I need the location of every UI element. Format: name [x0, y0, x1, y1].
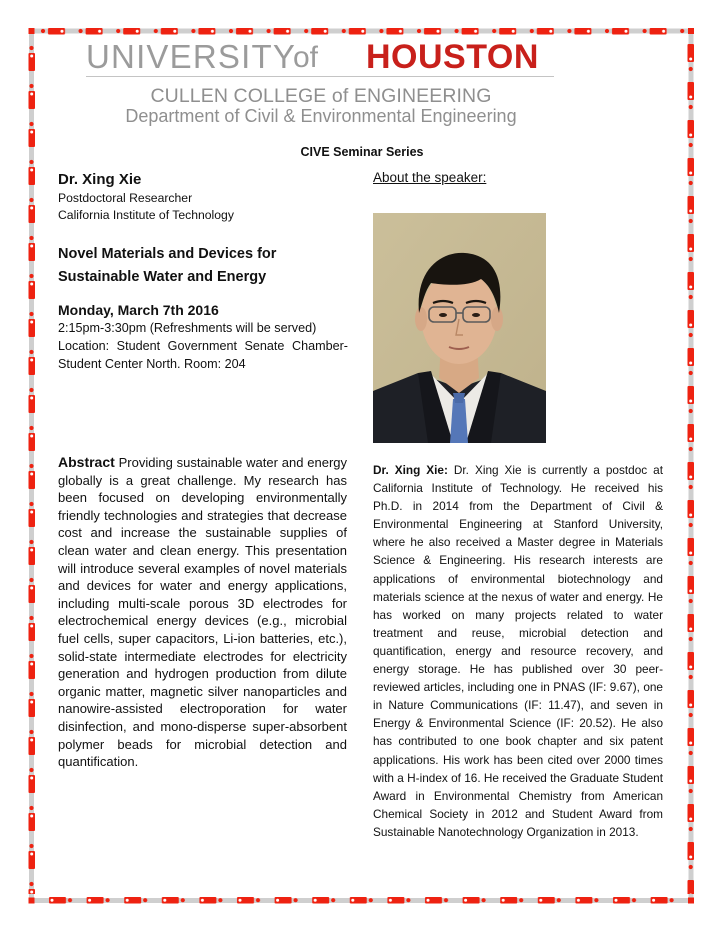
- seminar-series-title: CIVE Seminar Series: [300, 145, 424, 159]
- talk-title: [58, 243, 348, 289]
- logo-divider: [86, 76, 554, 77]
- abstract-text: Providing sustainable water and energy globally is a great challenge. My research has been focused on developing environmentally friendly technologies and strategies that decrease cost and increase the sustainable supplies of clean water and clean energy. This presentation will introduce several examples of novel materials and devices for water and energy applications, including multi-scale porous 3D electrodes for electrochemical energy devices (e.g., microbial fuel cells, super capacitors, Li-ion batteries, etc.), solid-state intermediate electrodes for electricity generation and hydrogen production from dilute organic matter, magnetic silver nanoparticles and nanowire-assisted electroporation for water disinfection, and mono-disperse super-absorbent polymer beads for microbial detection and quantification.: [58, 455, 347, 770]
- talk-title-line-1: Novel Materials and Devices for: [58, 246, 277, 262]
- abstract-section: [58, 454, 347, 771]
- department-name: Department of Civil & Environmental Engineering: [125, 106, 517, 126]
- talk-title-line-2: Sustainable Water and Energy: [58, 269, 267, 285]
- speaker-bio-section: [373, 461, 663, 841]
- speaker-affiliation: [58, 190, 348, 224]
- logo-houston-text: HOUSTON: [366, 38, 539, 76]
- about-speaker-heading: About the speaker:: [373, 170, 487, 185]
- talk-details: [58, 319, 348, 373]
- speaker-photo: [373, 213, 546, 443]
- talk-time: 2:15pm-3:30pm (Refreshments will be served): [58, 321, 317, 335]
- abstract-label: Abstract: [58, 454, 115, 470]
- speaker-position: Postdoctoral Researcher: [58, 191, 193, 205]
- logo-university-text: UNIVERSITY: [86, 38, 297, 75]
- bio-label: Dr. Xing Xie:: [373, 463, 448, 477]
- university-logo: [86, 38, 556, 76]
- logo-of-text: of: [293, 41, 319, 74]
- bio-text: Dr. Xing Xie is currently a postdoc at California Institute of Technology. He received his Ph.D. in 2014 from the Department of Civil & Environmental Engineering at Stanford University, where he also received a Master degree in Materials Science & Engineering. His research interests are applications of environmental biotechnology and materials science at the nexus of water and energy. He has worked on many projects related to water treatment and reuse, microbial detection and quantification, energy and resource recovery, and energy storage. He has published over 30 peer-reviewed articles, including one in PNAS (IF: 9.67), one in Nature Communications (IF: 11.47), and seven in Energy & Environmental Science (IF: 20.52). He also has contributed to one book chapter and six patent applications. His work has been cited over 2000 times with a H-index of 16. He received the Graduate Student Award in Environmental Chemistry from American Chemical Society in 2012 and Student Award from Sustainable Nanotechnology Organization in 2013.: [373, 463, 663, 839]
- portrait-illustration: [373, 213, 546, 443]
- speaker-institution: California Institute of Technology: [58, 208, 234, 222]
- college-name: CULLEN COLLEGE of ENGINEERING: [150, 85, 492, 107]
- talk-date: Monday, March 7th 2016: [58, 302, 219, 318]
- speaker-name: Dr. Xing Xie: [58, 171, 142, 188]
- talk-location: Location: Student Government Senate Chamber-Student Center North. Room: 204: [58, 339, 348, 371]
